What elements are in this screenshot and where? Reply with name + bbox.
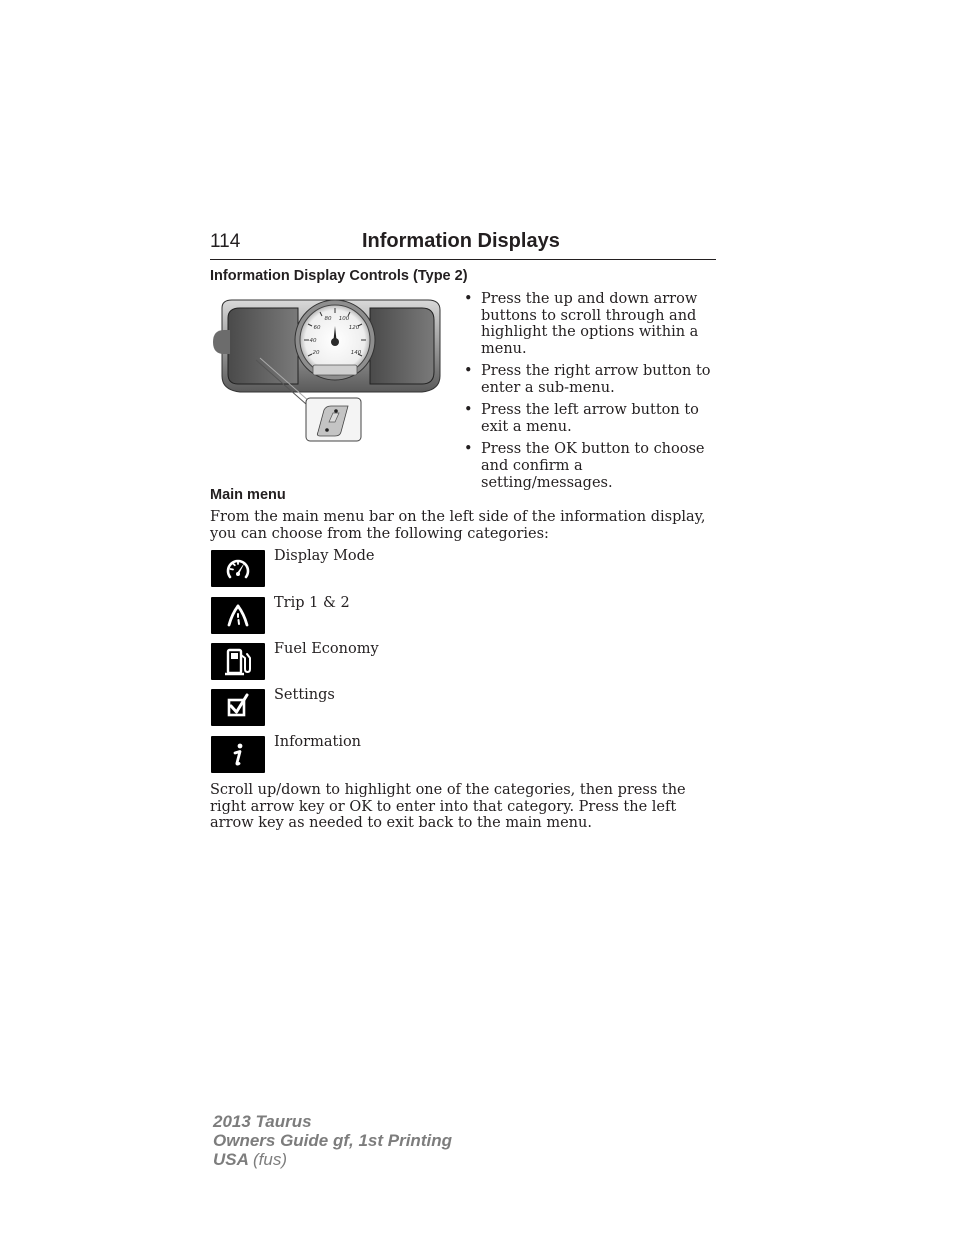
bullet-text: Press the right arrow button to enter a sub-menu.	[481, 363, 711, 397]
bullet-text: Press the OK button to choose and confirm a setting/messages.	[481, 441, 705, 491]
controls-bullet-list	[463, 291, 713, 497]
menu-category-trip	[210, 597, 510, 635]
section-heading-main-menu: Main menu	[210, 487, 286, 503]
menu-category-label: Trip 1 & 2	[274, 595, 350, 611]
main-menu-intro: From the main menu bar on the left side of the information display, you can choose from the following categories:	[210, 509, 706, 542]
gauge-number: 20	[312, 350, 320, 356]
main-menu-instructions: Scroll up/down to highlight one of the categories, then press the right arrow key or OK to enter into that category. Press the left arrow key as needed to exit back to the main menu.	[210, 782, 686, 832]
checkbox-icon	[211, 689, 265, 726]
menu-category-label: Display Mode	[274, 548, 375, 564]
bullet-text: Press the left arrow button to exit a menu.	[481, 402, 699, 435]
footer-model: 2013 Taurus	[213, 1112, 312, 1131]
bullet-text: Press the up and down arrow buttons to scroll through and highlight the options within a menu.	[481, 291, 699, 358]
road-icon	[211, 597, 265, 634]
gauge-number: 140	[350, 350, 362, 356]
bullet-item	[463, 402, 713, 435]
menu-category-label: Fuel Economy	[274, 641, 379, 657]
menu-category-information	[210, 736, 510, 774]
info-icon	[211, 736, 265, 773]
menu-category-label: Settings	[274, 687, 335, 703]
bullet-item	[463, 441, 713, 491]
section-heading-controls: Information Display Controls (Type 2)	[210, 268, 468, 284]
bullet-item	[463, 291, 713, 358]
gauge-number: 100	[338, 316, 350, 322]
fuel-pump-icon	[211, 643, 265, 680]
instrument-cluster-figure	[210, 296, 460, 446]
bullet-dot: •	[464, 441, 473, 458]
gauge-number: 40	[309, 338, 317, 344]
footer-region-suffix: (fus)	[253, 1150, 287, 1169]
bullet-dot: •	[464, 402, 473, 419]
gauge-number: 60	[313, 325, 321, 331]
footer-edition: Owners Guide gf, 1st Printing	[213, 1131, 452, 1150]
bullet-dot: •	[464, 363, 473, 380]
menu-category-settings	[210, 689, 510, 727]
bullet-dot: •	[464, 291, 473, 307]
gauge-icon	[211, 550, 265, 587]
gauge-number: 80	[324, 316, 332, 322]
menu-category-label: Information	[274, 734, 362, 750]
instrument-cluster-illustration	[210, 296, 460, 446]
menu-category-display-mode	[210, 550, 510, 588]
chapter-title: Information Displays	[362, 230, 560, 252]
menu-category-fuel-economy	[210, 643, 510, 681]
bullet-item	[463, 363, 713, 396]
page-footer	[213, 1112, 452, 1169]
page-number: 114	[210, 231, 241, 252]
footer-region	[213, 1150, 452, 1169]
gauge-number: 120	[348, 325, 360, 331]
page-header	[210, 228, 716, 260]
footer-region-code: USA	[213, 1150, 249, 1169]
